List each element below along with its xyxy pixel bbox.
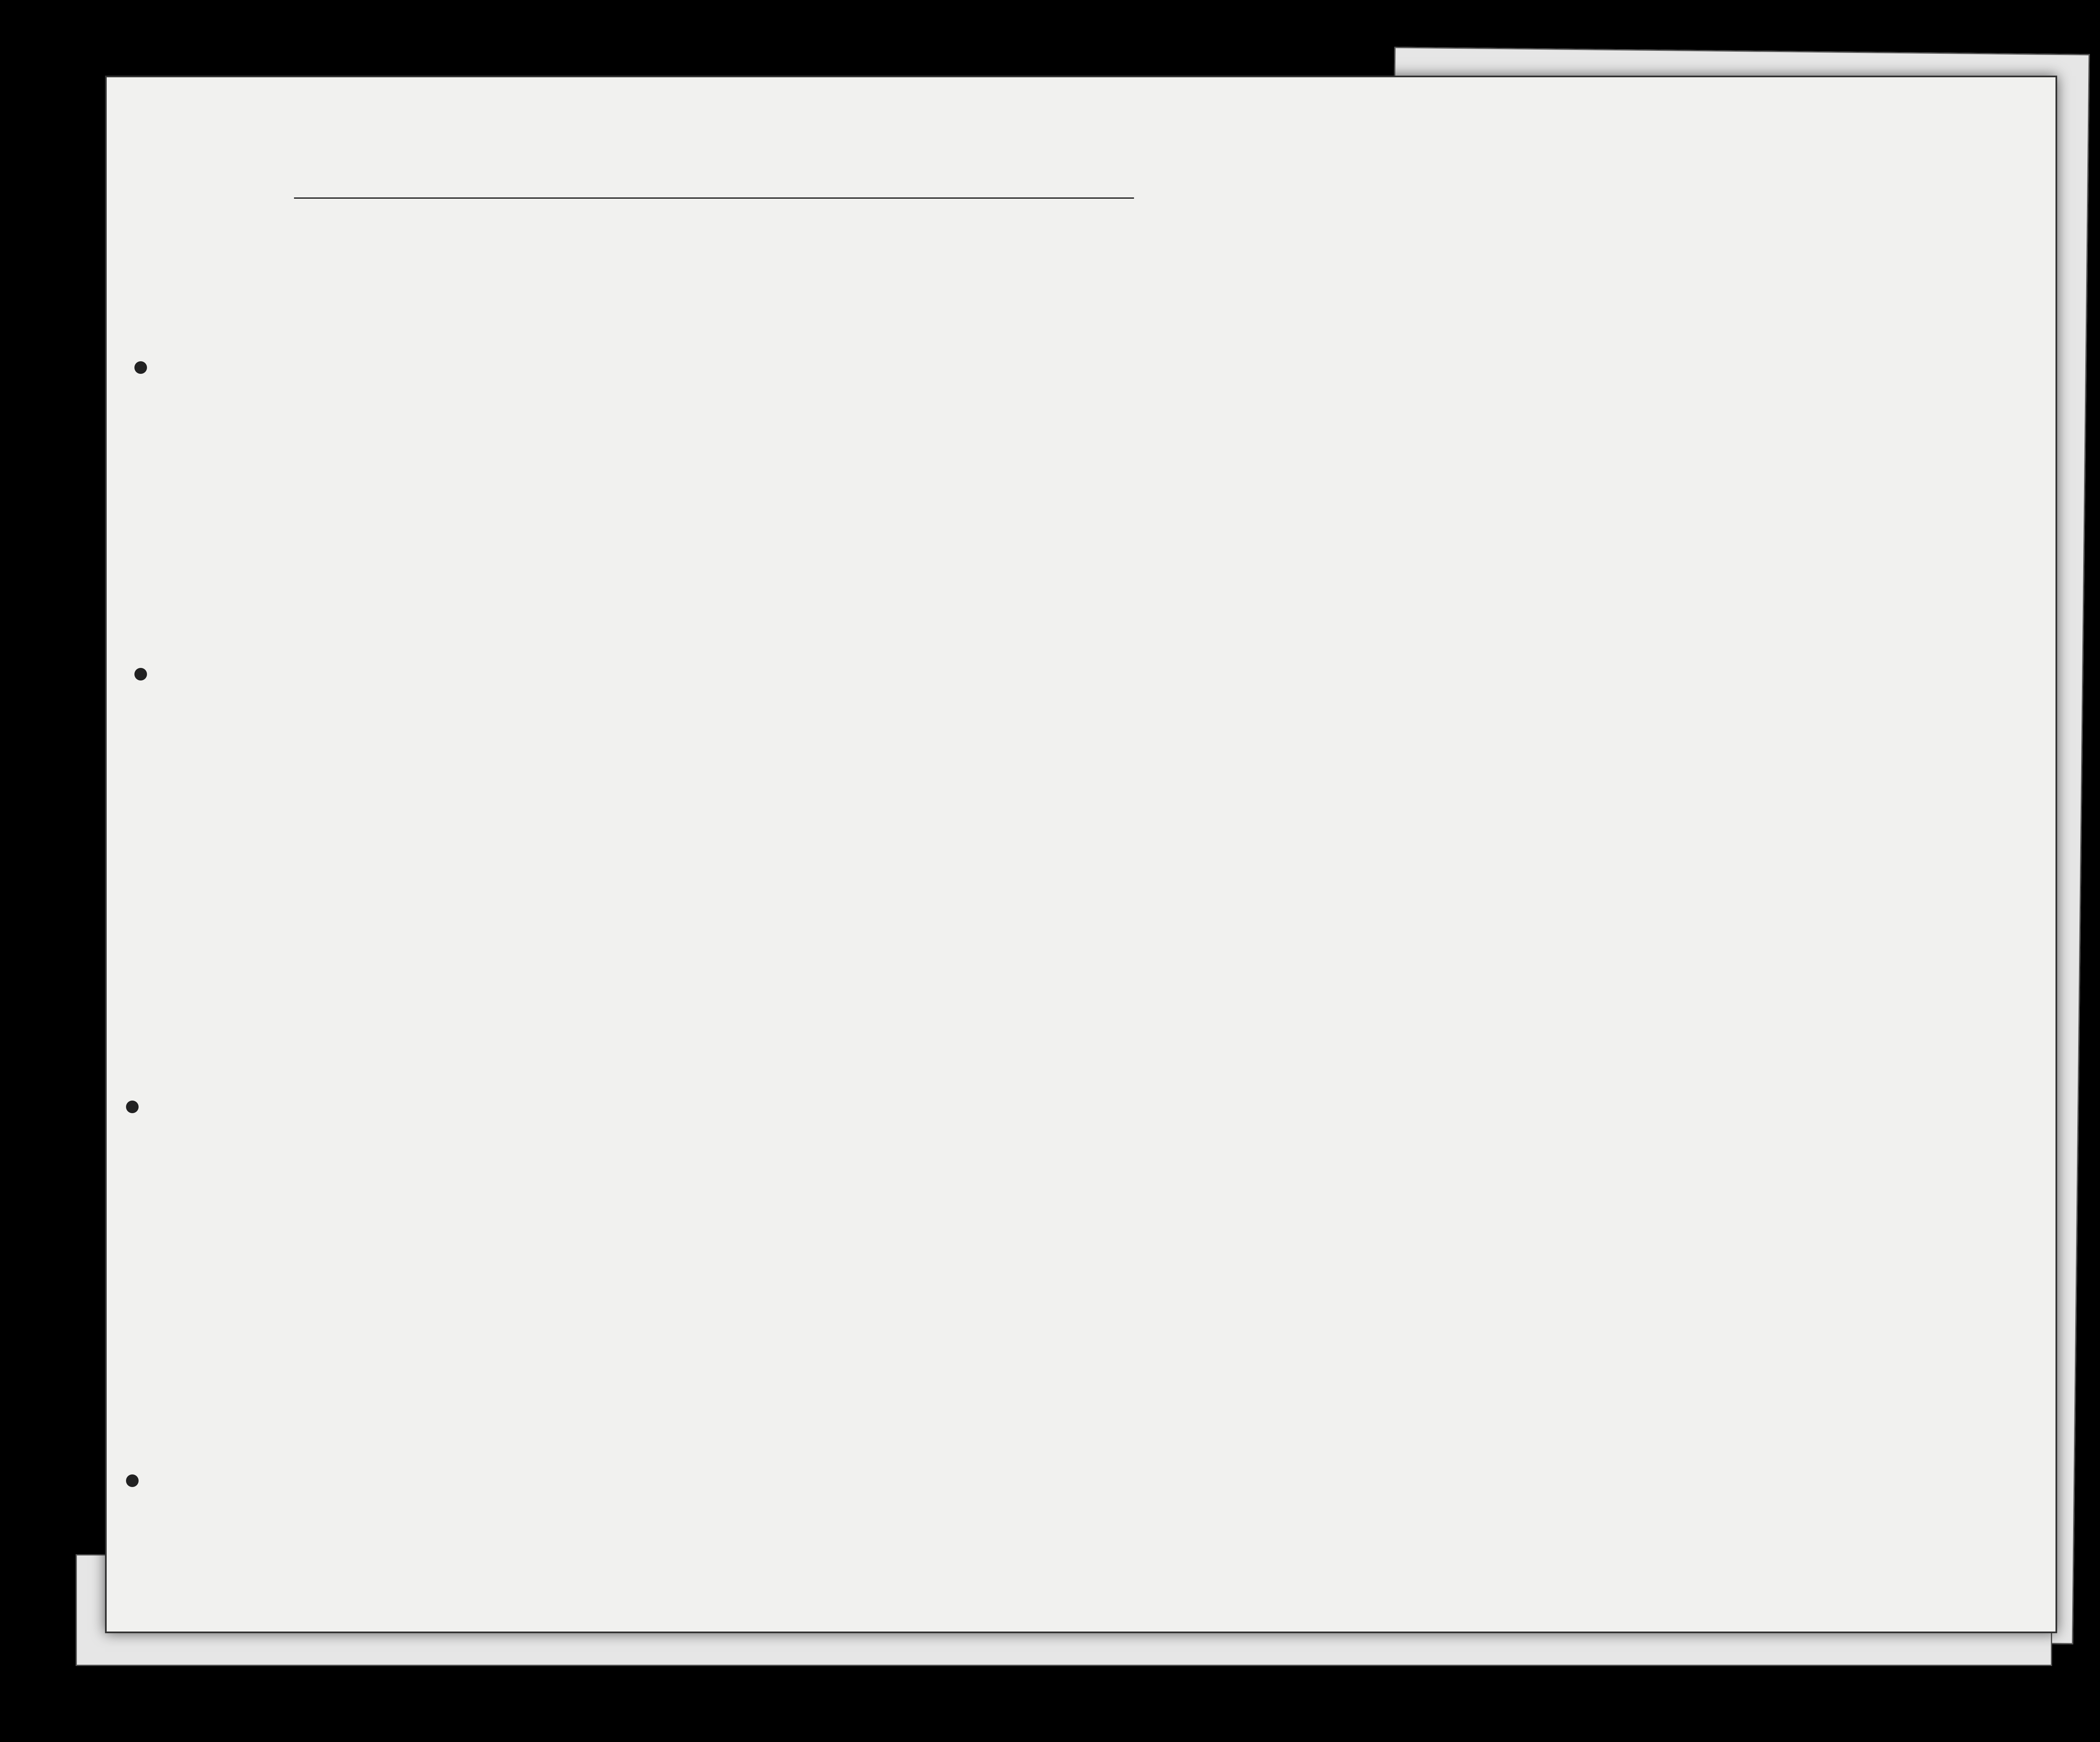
punch-hole [134,361,147,374]
arriving-underline [294,197,1134,199]
punch-hole [126,1474,139,1487]
punch-hole [126,1101,139,1113]
punch-hole [134,668,147,681]
